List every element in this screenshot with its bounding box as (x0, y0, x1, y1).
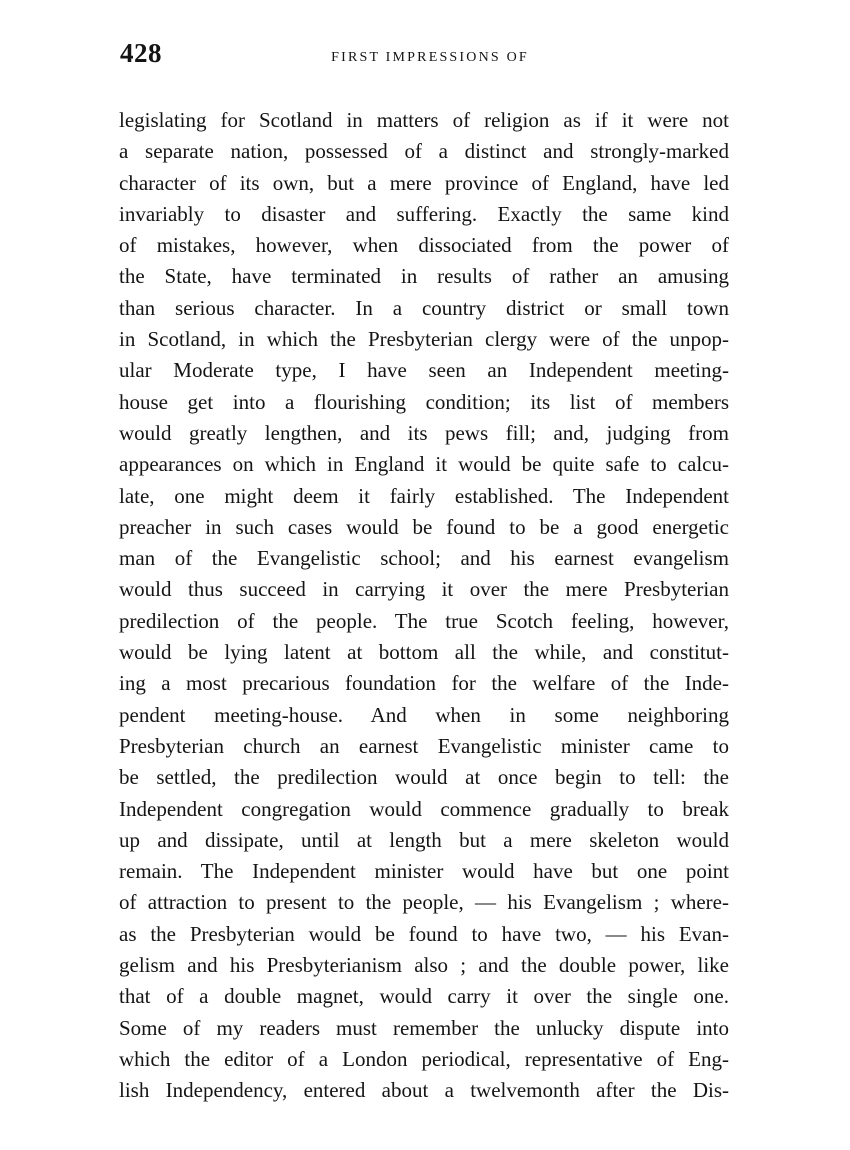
text-line: character of its own, but a mere province of England, have led (119, 170, 729, 195)
text-line: Presbyterian church an earnest Evangelistic minister came to (119, 733, 729, 758)
text-line: legislating for Scotland in matters of religion as if it were not (119, 108, 729, 132)
running-title: FIRST IMPRESSIONS OF (331, 50, 529, 65)
text-line: ing a most precarious foundation for the welfare of the Inde- (119, 671, 729, 696)
running-head (120, 38, 730, 78)
text-line: ular Moderate type, I have seen an Independent meeting- (119, 358, 729, 383)
text-line: than serious character. In a country district or small town (119, 295, 729, 320)
text-line: lish Independency, entered about a twelvemonth after the Dis- (119, 1078, 729, 1103)
text-line: preacher in such cases would be found to be a good energetic (119, 514, 729, 539)
text-line: Some of my readers must remember the unlucky dispute into (119, 1015, 729, 1040)
text-line: Independent congregation would commence gradually to break (119, 796, 729, 821)
text-line: up and dissipate, until at length but a mere skeleton would (119, 827, 729, 852)
page-number: 428 (120, 38, 162, 68)
text-line: of mistakes, however, when dissociated from the power of (119, 233, 729, 258)
text-line: as the Presbyterian would be found to have two, — his Evan- (119, 921, 729, 946)
text-line: that of a double magnet, would carry it over the single one. (119, 984, 729, 1009)
text-line: predilection of the people. The true Scotch feeling, however, (119, 608, 729, 633)
text-line: of attraction to present to the people, — his Evangelism ; where- (119, 890, 729, 915)
body-text (119, 105, 729, 1107)
text-line: would thus succeed in carrying it over the mere Presbyterian (119, 577, 729, 602)
text-line: pendent meeting-house. And when in some neighboring (119, 702, 729, 727)
text-line: man of the Evangelistic school; and his earnest evangelism (119, 546, 729, 571)
text-line: invariably to disaster and suffering. Exactly the same kind (119, 201, 729, 226)
text-line: would be lying latent at bottom all the while, and constitut- (119, 640, 729, 665)
text-line: house get into a flourishing condition; its list of members (119, 389, 729, 414)
text-line: gelism and his Presbyterianism also ; and the double power, like (119, 953, 729, 978)
text-line: in Scotland, in which the Presbyterian clergy were of the unpop- (119, 327, 729, 352)
text-line: appearances on which in England it would be quite safe to calcu- (119, 452, 729, 477)
text-line: the State, have terminated in results of rather an amusing (119, 264, 729, 289)
text-line: which the editor of a London periodical, representative of Eng- (119, 1046, 729, 1071)
text-line: a separate nation, possessed of a distinct and strongly-marked (119, 139, 729, 164)
text-line: late, one might deem it fairly established. The Independent (119, 483, 729, 508)
text-line: remain. The Independent minister would have but one point (119, 859, 729, 884)
text-line: would greatly lengthen, and its pews fill; and, judging from (119, 420, 729, 445)
text-line: be settled, the predilection would at once begin to tell: the (119, 765, 729, 790)
